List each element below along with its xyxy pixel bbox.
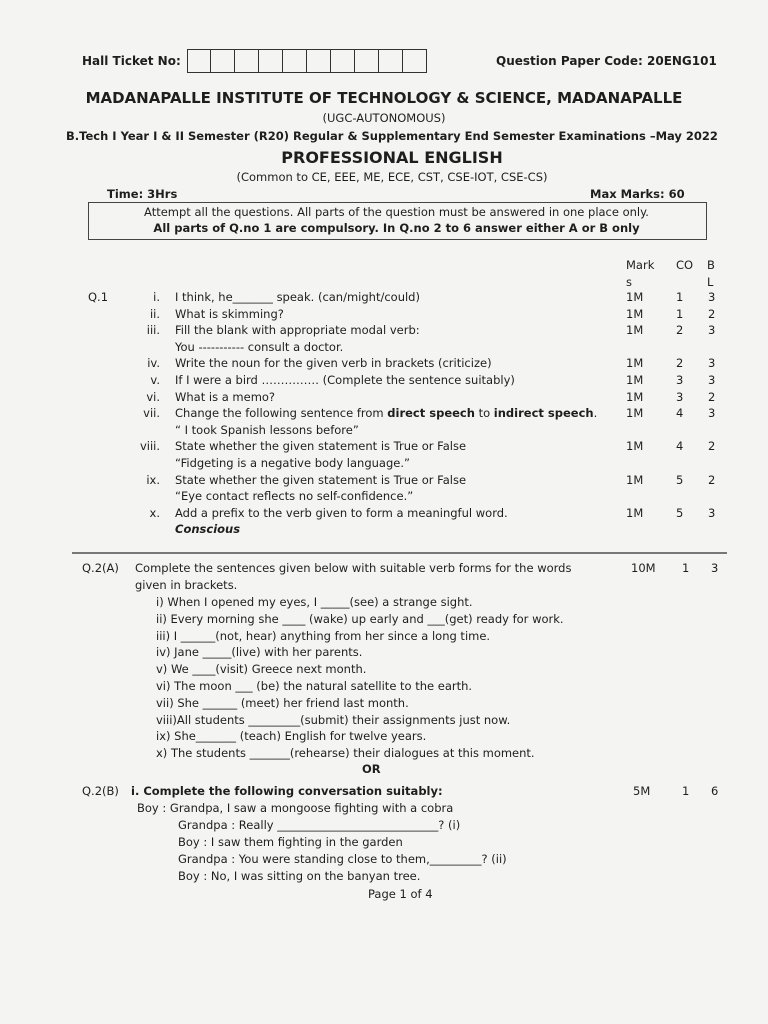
q1-item-co: 4 xyxy=(676,439,684,454)
q2b-line: Boy : Grandpa, I saw a mongoose fighting with a cobra xyxy=(137,801,454,815)
q2b-bl: 6 xyxy=(711,784,719,798)
q1-item-co: 5 xyxy=(676,472,684,487)
q1-item-bl: 3 xyxy=(708,373,716,387)
q2b-line: Boy : I saw them fighting in the garden xyxy=(178,835,403,849)
q1-item-text: Conscious xyxy=(175,522,241,537)
q1-item-text: State whether the given statement is True or False xyxy=(175,439,467,454)
q2b-label: Q.2(B) xyxy=(82,784,119,798)
q1-item-bl: 3 xyxy=(708,323,716,338)
q1-item-bl: 2 xyxy=(708,439,716,454)
q1-item-text: “ I took Spanish lessons before” xyxy=(175,422,359,437)
q2a-item: ix) She_______ (teach) English for twelve years. xyxy=(156,729,427,744)
q1-item-bl: 2 xyxy=(708,306,716,321)
q1-item-text: You ----------- consult a doctor. xyxy=(175,339,344,354)
q1-item-co: 1 xyxy=(676,306,684,321)
q1-item-co: 2 xyxy=(676,356,684,371)
q2a-item: ii) Every morning she ____ (wake) up early and ___(get) ready for work. xyxy=(156,611,564,626)
question-paper-code: Question Paper Code: 20ENG101 xyxy=(496,54,717,68)
q2a-bl: 3 xyxy=(711,561,719,575)
q2a-marks: 10M xyxy=(631,561,656,575)
or-separator: OR xyxy=(362,762,381,776)
q2a-co: 1 xyxy=(682,561,690,575)
exam-time: Time: 3Hrs xyxy=(107,187,178,201)
q2a-item: i) When I opened my eyes, I _____(see) a strange sight. xyxy=(156,595,473,609)
q1-item-text: Change the following sentence from direct speech to indirect speech. xyxy=(175,406,598,421)
q2a-item: vii) She ______ (meet) her friend last month. xyxy=(156,695,409,710)
bl-header: B xyxy=(707,258,715,272)
q1-item-marks: 1M xyxy=(626,472,644,487)
q2a-item: vi) The moon ___ (be) the natural satellite to the earth. xyxy=(156,679,473,693)
q1-item-co: 4 xyxy=(676,406,684,421)
q2a-item: iii) I ______(not, hear) anything from her since a long time. xyxy=(156,628,491,643)
q1-item-number: i. xyxy=(153,290,160,304)
q1-item-marks: 1M xyxy=(626,373,644,387)
q1-label: Q.1 xyxy=(88,290,109,304)
q1-item-co: 2 xyxy=(676,323,684,338)
q2a-intro-line-1: Complete the sentences given below with suitable verb forms for the words xyxy=(135,561,572,575)
q1-item-text: Fill the blank with appropriate modal verb: xyxy=(175,323,420,338)
max-marks: Max Marks: 60 xyxy=(590,187,685,201)
q1-item-text: Write the noun for the given verb in brackets (criticize) xyxy=(175,356,492,371)
q2b-line: Grandpa : Really ____________________________? (i) xyxy=(178,818,461,832)
common-branches: (Common to CE, EEE, ME, ECE, CST, CSE-IOT, CSE-CS) xyxy=(236,170,548,184)
q1-item-bl: 3 xyxy=(708,505,716,520)
q2a-label: Q.2(A) xyxy=(82,561,119,575)
q1-item-number: iii. xyxy=(146,323,160,338)
q1-item-number: vi. xyxy=(146,389,160,404)
q2b-heading: i. Complete the following conversation suitably: xyxy=(131,784,443,798)
q1-item-number: iv. xyxy=(147,356,160,371)
q2a-item: iv) Jane _____(live) with her parents. xyxy=(156,645,363,660)
q2a-item: x) The students _______(rehearse) their dialogues at this moment. xyxy=(156,746,535,761)
instruction-line-1: Attempt all the questions. All parts of the question must be answered in one place only. xyxy=(144,205,649,219)
q1-item-marks: 1M xyxy=(626,306,644,321)
q1-item-co: 3 xyxy=(676,389,684,404)
q2b-co: 1 xyxy=(682,784,690,798)
q2b-marks: 5M xyxy=(633,784,651,798)
q2a-item: v) We ____(visit) Greece next month. xyxy=(156,662,367,677)
page-number: Page 1 of 4 xyxy=(368,887,433,901)
q2b-line: Boy : No, I was sitting on the banyan tree. xyxy=(178,869,421,883)
q1-item-number: x. xyxy=(149,505,160,520)
q1-item-bl: 3 xyxy=(708,290,716,304)
q1-item-marks: 1M xyxy=(626,323,644,338)
marks-header-suffix: s xyxy=(626,275,632,289)
q1-item-number: v. xyxy=(150,373,160,387)
q1-item-marks: 1M xyxy=(626,406,644,421)
q1-item-marks: 1M xyxy=(626,439,644,454)
bl-header-suffix: L xyxy=(707,275,714,289)
q1-item-number: viii. xyxy=(139,439,160,454)
exam-title: B.Tech I Year I & II Semester (R20) Regular & Supplementary End Semester Examinations –May 2022 xyxy=(66,129,718,143)
q1-item-text: State whether the given statement is True or False xyxy=(175,472,467,487)
q1-item-co: 5 xyxy=(676,505,684,520)
q1-item-marks: 1M xyxy=(626,290,644,304)
q1-item-bl: 2 xyxy=(708,389,716,404)
q1-item-bl: 3 xyxy=(708,356,716,371)
co-header: CO xyxy=(676,258,694,272)
q1-item-marks: 1M xyxy=(626,356,644,371)
q1-item-text: What is a memo? xyxy=(175,389,276,404)
q1-item-co: 1 xyxy=(676,290,684,304)
q2a-intro-line-2: given in brackets. xyxy=(135,578,238,592)
q1-item-text: “Eye contact reflects no self-confidence.” xyxy=(175,489,414,504)
q1-item-bl: 2 xyxy=(708,472,716,487)
q1-item-marks: 1M xyxy=(626,389,644,404)
q1-item-text: Add a prefix to the verb given to form a meaningful word. xyxy=(175,505,508,520)
q2a-item: viii)All students _________(submit) their assignments just now. xyxy=(156,712,511,727)
hall-ticket-boxes xyxy=(187,49,427,73)
q1-item-text: What is skimming? xyxy=(175,306,284,321)
q1-item-text: If I were a bird …………… (Complete the sentence suitably) xyxy=(175,373,515,387)
q1-item-number: vii. xyxy=(143,406,160,421)
instruction-line-2: All parts of Q.no 1 are compulsory. In Q.no 2 to 6 answer either A or B only xyxy=(153,221,640,235)
institute-name: MADANAPALLE INSTITUTE OF TECHNOLOGY & SCIENCE, MADANAPALLE xyxy=(85,89,683,107)
marks-header: Mark xyxy=(626,258,655,272)
q2b-line: Grandpa : You were standing close to them,_________? (ii) xyxy=(178,852,507,866)
q1-item-co: 3 xyxy=(676,373,684,387)
subject-title: PROFESSIONAL ENGLISH xyxy=(281,148,503,167)
q1-item-bl: 3 xyxy=(708,406,716,421)
q1-item-marks: 1M xyxy=(626,505,644,520)
autonomous-status: (UGC-AUTONOMOUS) xyxy=(322,111,446,125)
q1-item-number: ii. xyxy=(149,306,160,321)
q1-item-text: “Fidgeting is a negative body language.” xyxy=(175,456,410,470)
hall-ticket-label: Hall Ticket No: xyxy=(82,54,181,68)
q1-item-text: I think, he_______ speak. (can/might/could) xyxy=(175,290,420,304)
q1-item-number: ix. xyxy=(146,472,160,487)
section-divider xyxy=(72,552,727,554)
